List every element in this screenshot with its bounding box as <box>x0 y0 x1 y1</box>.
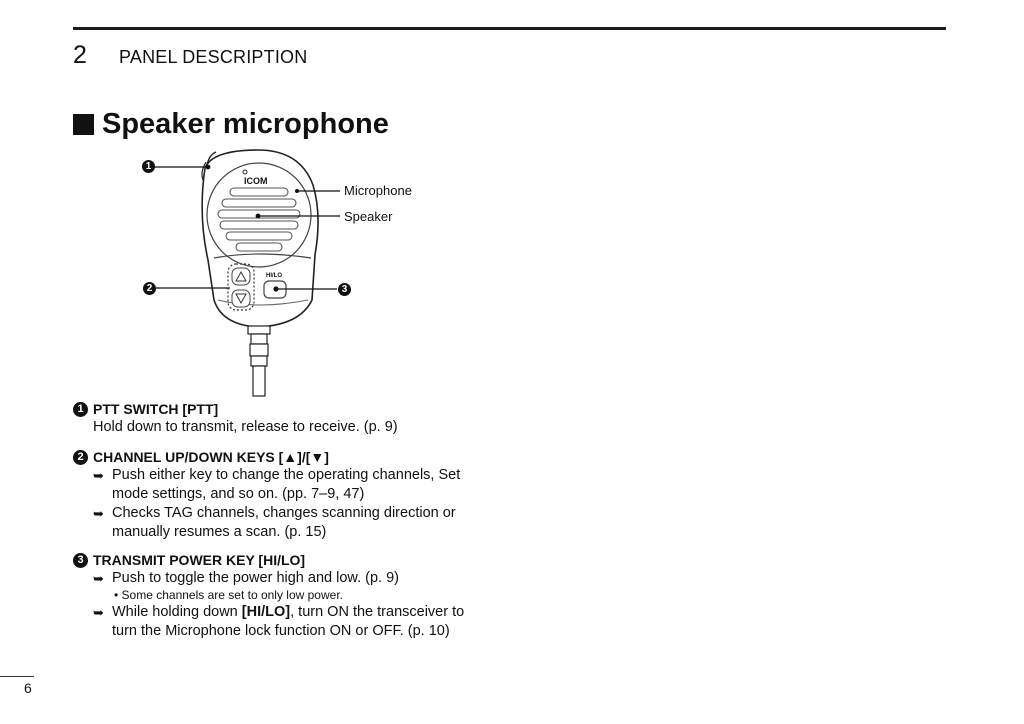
item-3-heading <box>73 551 513 569</box>
bullet-arrow-icon: ➥ <box>93 571 104 586</box>
item-3-title: TRANSMIT POWER KEY [HI/LO] <box>93 552 306 568</box>
page-number: 6 <box>24 680 32 696</box>
speaker-microphone-figure <box>130 140 430 400</box>
section-title <box>73 106 389 142</box>
label-microphone: Microphone <box>344 183 412 198</box>
item-2-bullet-2: ➥ Checks TAG channels, changes scanning direction or manually resumes a scan. (p. 15) <box>93 505 456 540</box>
item-3-bullet-2: ➥ While holding down [HI/LO], turn ON the transceiver to turn the Microphone lock function ON or OFF. (p. 10) <box>93 604 465 639</box>
section-square-icon <box>73 114 94 135</box>
item-1-body: Hold down to transmit, release to receive. (p. 9) <box>93 419 398 435</box>
item-1-heading <box>73 400 513 418</box>
section-title-text: Speaker microphone <box>102 108 389 140</box>
bullet-arrow-icon: ➥ <box>93 605 104 620</box>
item-ptt-switch <box>73 400 513 437</box>
item-transmit-power-key <box>73 551 513 641</box>
top-rule <box>73 27 946 30</box>
item-1-title: PTT SWITCH [PTT] <box>93 401 219 417</box>
callout-2-icon: 2 <box>73 450 88 465</box>
svg-text:HI/LO: HI/LO <box>266 273 282 279</box>
footer-rule <box>0 676 34 677</box>
callout-1-marker: 1 <box>142 160 155 173</box>
callout-3-icon: 3 <box>73 553 88 568</box>
bullet-arrow-icon: ➥ <box>93 506 104 521</box>
item-3-bullet-1: ➥ Push to toggle the power high and low. (p. 9) <box>93 570 399 586</box>
item-2-bullet-1: ➥ Push either key to change the operating channels, Set mode settings, and so on. (pp. 7–9, 47) <box>93 467 461 502</box>
callout-2-marker: 2 <box>143 282 156 295</box>
item-3-note: • Some channels are set to only low power. <box>114 588 343 602</box>
callout-3-marker: 3 <box>338 283 351 296</box>
microphone-illustration <box>130 140 430 400</box>
callout-1-icon: 1 <box>73 402 88 417</box>
chapter-title: PANEL DESCRIPTION <box>119 47 308 67</box>
item-channel-keys <box>73 448 513 542</box>
item-2-heading <box>73 448 513 466</box>
label-speaker: Speaker <box>344 209 393 224</box>
chapter-number: 2 <box>73 41 87 69</box>
bullet-arrow-icon: ➥ <box>93 468 104 483</box>
item-2-title: CHANNEL UP/DOWN KEYS [▲]/[▼] <box>93 449 329 465</box>
svg-text:ICOM: ICOM <box>244 176 268 186</box>
